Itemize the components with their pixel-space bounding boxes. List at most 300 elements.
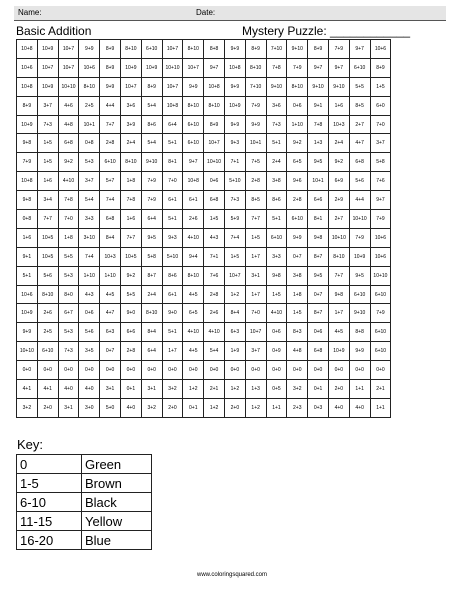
grid-cell[interactable]: 9+8 bbox=[17, 191, 38, 210]
grid-cell[interactable]: 9+10 bbox=[266, 77, 287, 96]
grid-cell[interactable]: 10+10 bbox=[204, 153, 225, 172]
grid-cell[interactable]: 3+7 bbox=[37, 96, 58, 115]
grid-cell[interactable]: 6+10 bbox=[183, 115, 204, 134]
grid-cell[interactable]: 2+0 bbox=[224, 398, 245, 417]
grid-cell[interactable]: 7+4 bbox=[100, 191, 121, 210]
grid-cell[interactable]: 8+10 bbox=[37, 285, 58, 304]
grid-cell[interactable]: 8+5 bbox=[349, 96, 370, 115]
grid-cell[interactable]: 0+0 bbox=[141, 361, 162, 380]
grid-cell[interactable]: 7+7 bbox=[100, 115, 121, 134]
grid-cell[interactable]: 3+1 bbox=[100, 380, 121, 399]
grid-cell[interactable]: 3+1 bbox=[141, 380, 162, 399]
grid-cell[interactable]: 8+10 bbox=[141, 304, 162, 323]
grid-cell[interactable]: 7+9 bbox=[370, 210, 391, 229]
grid-cell[interactable]: 7+10 bbox=[245, 77, 266, 96]
grid-cell[interactable]: 6+5 bbox=[287, 153, 308, 172]
grid-cell[interactable]: 8+7 bbox=[308, 247, 329, 266]
grid-cell[interactable]: 6+4 bbox=[141, 210, 162, 229]
grid-cell[interactable]: 6+8 bbox=[58, 134, 79, 153]
grid-cell[interactable]: 6+0 bbox=[370, 96, 391, 115]
grid-cell[interactable]: 2+8 bbox=[287, 191, 308, 210]
grid-cell[interactable]: 5+1 bbox=[162, 134, 183, 153]
grid-cell[interactable]: 0+3 bbox=[308, 398, 329, 417]
grid-cell[interactable]: 0+0 bbox=[100, 361, 121, 380]
grid-cell[interactable]: 1+6 bbox=[328, 96, 349, 115]
grid-cell[interactable]: 8+9 bbox=[204, 115, 225, 134]
grid-cell[interactable]: 5+3 bbox=[79, 153, 100, 172]
grid-cell[interactable]: 5+5 bbox=[349, 77, 370, 96]
grid-cell[interactable]: 5+9 bbox=[224, 210, 245, 229]
grid-cell[interactable]: 9+7 bbox=[349, 40, 370, 59]
grid-cell[interactable]: 1+3 bbox=[308, 134, 329, 153]
grid-cell[interactable]: 7+5 bbox=[245, 153, 266, 172]
grid-cell[interactable]: 7+7 bbox=[328, 266, 349, 285]
grid-cell[interactable]: 10+8 bbox=[204, 77, 225, 96]
grid-cell[interactable]: 7+0 bbox=[162, 172, 183, 191]
grid-cell[interactable]: 0+0 bbox=[349, 361, 370, 380]
grid-cell[interactable]: 1+5 bbox=[204, 210, 225, 229]
grid-cell[interactable]: 3+10 bbox=[79, 228, 100, 247]
grid-cell[interactable]: 6+1 bbox=[183, 191, 204, 210]
grid-cell[interactable]: 2+5 bbox=[79, 96, 100, 115]
grid-cell[interactable]: 5+5 bbox=[120, 285, 141, 304]
grid-cell[interactable]: 4+6 bbox=[58, 96, 79, 115]
grid-cell[interactable]: 3+2 bbox=[17, 398, 38, 417]
grid-cell[interactable]: 3+0 bbox=[79, 398, 100, 417]
grid-cell[interactable]: 0+0 bbox=[266, 361, 287, 380]
grid-cell[interactable]: 7+0 bbox=[245, 304, 266, 323]
grid-cell[interactable]: 9+5 bbox=[308, 153, 329, 172]
grid-cell[interactable]: 6+9 bbox=[328, 172, 349, 191]
grid-cell[interactable]: 8+1 bbox=[308, 210, 329, 229]
grid-cell[interactable]: 5+4 bbox=[204, 342, 225, 361]
grid-cell[interactable]: 3+6 bbox=[266, 96, 287, 115]
grid-cell[interactable]: 2+4 bbox=[120, 134, 141, 153]
grid-cell[interactable]: 0+8 bbox=[17, 210, 38, 229]
grid-cell[interactable]: 3+7 bbox=[79, 172, 100, 191]
grid-cell[interactable]: 10+6 bbox=[79, 58, 100, 77]
grid-cell[interactable]: 5+1 bbox=[266, 134, 287, 153]
grid-cell[interactable]: 1+7 bbox=[162, 342, 183, 361]
grid-cell[interactable]: 9+10 bbox=[308, 77, 329, 96]
grid-cell[interactable]: 7+8 bbox=[266, 58, 287, 77]
grid-cell[interactable]: 8+10 bbox=[328, 247, 349, 266]
grid-cell[interactable]: 10+9 bbox=[17, 115, 38, 134]
grid-cell[interactable]: 10+8 bbox=[183, 172, 204, 191]
grid-cell[interactable]: 10+10 bbox=[349, 210, 370, 229]
grid-cell[interactable]: 10+9 bbox=[328, 342, 349, 361]
grid-cell[interactable]: 9+7 bbox=[328, 58, 349, 77]
grid-cell[interactable]: 10+5 bbox=[120, 247, 141, 266]
grid-cell[interactable]: 10+10 bbox=[328, 228, 349, 247]
grid-cell[interactable]: 10+9 bbox=[120, 58, 141, 77]
grid-cell[interactable]: 1+2 bbox=[183, 380, 204, 399]
grid-cell[interactable]: 2+1 bbox=[204, 380, 225, 399]
grid-cell[interactable]: 2+9 bbox=[328, 191, 349, 210]
grid-cell[interactable]: 10+7 bbox=[245, 323, 266, 342]
grid-cell[interactable]: 9+9 bbox=[17, 323, 38, 342]
grid-cell[interactable]: 10+9 bbox=[141, 58, 162, 77]
grid-cell[interactable]: 6+10 bbox=[349, 58, 370, 77]
grid-cell[interactable]: 5+6 bbox=[37, 266, 58, 285]
grid-cell[interactable]: 0+0 bbox=[79, 361, 100, 380]
grid-cell[interactable]: 10+8 bbox=[162, 96, 183, 115]
grid-cell[interactable]: 7+4 bbox=[224, 228, 245, 247]
grid-cell[interactable]: 9+7 bbox=[370, 191, 391, 210]
grid-cell[interactable]: 9+6 bbox=[287, 172, 308, 191]
grid-cell[interactable]: 8+10 bbox=[204, 96, 225, 115]
grid-cell[interactable]: 5+4 bbox=[141, 96, 162, 115]
grid-cell[interactable]: 9+8 bbox=[308, 228, 329, 247]
grid-cell[interactable]: 2+8 bbox=[245, 172, 266, 191]
grid-cell[interactable]: 7+9 bbox=[141, 191, 162, 210]
grid-cell[interactable]: 4+0 bbox=[349, 398, 370, 417]
grid-cell[interactable]: 1+5 bbox=[245, 228, 266, 247]
grid-cell[interactable]: 2+7 bbox=[349, 115, 370, 134]
grid-cell[interactable]: 0+6 bbox=[308, 323, 329, 342]
grid-cell[interactable]: 7+1 bbox=[224, 153, 245, 172]
grid-cell[interactable]: 0+7 bbox=[287, 247, 308, 266]
grid-cell[interactable]: 4+10 bbox=[204, 323, 225, 342]
grid-cell[interactable]: 0+1 bbox=[120, 380, 141, 399]
grid-cell[interactable]: 10+6 bbox=[370, 40, 391, 59]
grid-cell[interactable]: 7+3 bbox=[58, 342, 79, 361]
grid-cell[interactable]: 7+1 bbox=[204, 247, 225, 266]
grid-cell[interactable]: 7+3 bbox=[266, 115, 287, 134]
grid-cell[interactable]: 0+8 bbox=[79, 134, 100, 153]
grid-cell[interactable]: 4+0 bbox=[79, 380, 100, 399]
grid-cell[interactable]: 9+9 bbox=[224, 77, 245, 96]
grid-cell[interactable]: 3+1 bbox=[58, 398, 79, 417]
grid-cell[interactable]: 4+3 bbox=[79, 285, 100, 304]
grid-cell[interactable]: 1+10 bbox=[100, 266, 121, 285]
grid-cell[interactable]: 6+1 bbox=[162, 191, 183, 210]
grid-cell[interactable]: 6+8 bbox=[100, 210, 121, 229]
grid-cell[interactable]: 3+7 bbox=[370, 134, 391, 153]
grid-cell[interactable]: 3+5 bbox=[79, 342, 100, 361]
grid-cell[interactable]: 7+9 bbox=[287, 58, 308, 77]
grid-cell[interactable]: 7+3 bbox=[37, 115, 58, 134]
grid-cell[interactable]: 4+0 bbox=[120, 398, 141, 417]
grid-cell[interactable]: 1+5 bbox=[224, 247, 245, 266]
grid-cell[interactable]: 9+5 bbox=[308, 266, 329, 285]
grid-cell[interactable]: 9+0 bbox=[162, 304, 183, 323]
grid-cell[interactable]: 7+9 bbox=[328, 40, 349, 59]
grid-cell[interactable]: 8+9 bbox=[17, 96, 38, 115]
grid-cell[interactable]: 6+10 bbox=[287, 210, 308, 229]
grid-cell[interactable]: 7+3 bbox=[224, 191, 245, 210]
grid-cell[interactable]: 9+1 bbox=[308, 96, 329, 115]
grid-cell[interactable]: 0+6 bbox=[204, 172, 225, 191]
grid-cell[interactable]: 9+9 bbox=[224, 40, 245, 59]
grid-cell[interactable]: 3+2 bbox=[141, 398, 162, 417]
grid-cell[interactable]: 2+0 bbox=[162, 398, 183, 417]
grid-cell[interactable]: 10+7 bbox=[58, 58, 79, 77]
grid-cell[interactable]: 0+0 bbox=[245, 361, 266, 380]
grid-cell[interactable]: 10+9 bbox=[37, 77, 58, 96]
grid-cell[interactable]: 9+10 bbox=[141, 153, 162, 172]
grid-cell[interactable]: 10+3 bbox=[100, 247, 121, 266]
grid-cell[interactable]: 4+7 bbox=[349, 134, 370, 153]
grid-cell[interactable]: 0+0 bbox=[370, 361, 391, 380]
grid-cell[interactable]: 1+2 bbox=[204, 398, 225, 417]
grid-cell[interactable]: 8+4 bbox=[224, 304, 245, 323]
grid-cell[interactable]: 1+5 bbox=[266, 285, 287, 304]
grid-cell[interactable]: 0+9 bbox=[266, 342, 287, 361]
grid-cell[interactable]: 4+5 bbox=[328, 323, 349, 342]
grid-cell[interactable]: 7+10 bbox=[266, 40, 287, 59]
grid-cell[interactable]: 1+8 bbox=[120, 172, 141, 191]
grid-cell[interactable]: 4+3 bbox=[204, 228, 225, 247]
grid-cell[interactable]: 8+7 bbox=[308, 304, 329, 323]
grid-cell[interactable]: 8+10 bbox=[183, 96, 204, 115]
grid-cell[interactable]: 7+6 bbox=[370, 172, 391, 191]
grid-cell[interactable]: 9+7 bbox=[183, 153, 204, 172]
grid-cell[interactable]: 2+4 bbox=[266, 153, 287, 172]
grid-cell[interactable]: 6+1 bbox=[162, 285, 183, 304]
grid-cell[interactable]: 0+7 bbox=[308, 285, 329, 304]
grid-cell[interactable]: 8+10 bbox=[120, 153, 141, 172]
grid-cell[interactable]: 5+6 bbox=[349, 172, 370, 191]
grid-cell[interactable]: 4+10 bbox=[266, 304, 287, 323]
grid-cell[interactable]: 7+7 bbox=[245, 210, 266, 229]
grid-cell[interactable]: 5+5 bbox=[58, 247, 79, 266]
grid-cell[interactable]: 10+5 bbox=[37, 228, 58, 247]
grid-cell[interactable]: 4+10 bbox=[183, 228, 204, 247]
grid-cell[interactable]: 7+8 bbox=[120, 191, 141, 210]
grid-cell[interactable]: 1+8 bbox=[287, 285, 308, 304]
grid-cell[interactable]: 10+9 bbox=[37, 40, 58, 59]
grid-cell[interactable]: 10+8 bbox=[17, 40, 38, 59]
grid-cell[interactable]: 6+10 bbox=[370, 323, 391, 342]
grid-cell[interactable]: 1+1 bbox=[370, 398, 391, 417]
grid-cell[interactable]: 8+10 bbox=[79, 77, 100, 96]
grid-cell[interactable]: 1+10 bbox=[79, 266, 100, 285]
grid-cell[interactable]: 10+6 bbox=[17, 285, 38, 304]
grid-cell[interactable]: 10+7 bbox=[37, 58, 58, 77]
grid-cell[interactable]: 5+8 bbox=[370, 153, 391, 172]
grid-cell[interactable]: 9+5 bbox=[349, 266, 370, 285]
grid-cell[interactable]: 3+8 bbox=[266, 172, 287, 191]
grid-cell[interactable]: 10+8 bbox=[224, 58, 245, 77]
grid-cell[interactable]: 8+5 bbox=[245, 191, 266, 210]
grid-cell[interactable]: 0+0 bbox=[183, 361, 204, 380]
grid-cell[interactable]: 0+6 bbox=[79, 304, 100, 323]
grid-cell[interactable]: 8+6 bbox=[141, 115, 162, 134]
grid-cell[interactable]: 0+0 bbox=[17, 361, 38, 380]
grid-cell[interactable]: 10+3 bbox=[328, 115, 349, 134]
grid-cell[interactable]: 10+1 bbox=[245, 134, 266, 153]
grid-cell[interactable]: 8+1 bbox=[162, 153, 183, 172]
grid-cell[interactable]: 2+5 bbox=[37, 323, 58, 342]
grid-cell[interactable]: 6+8 bbox=[349, 153, 370, 172]
grid-cell[interactable]: 0+0 bbox=[37, 361, 58, 380]
grid-cell[interactable]: 3+2 bbox=[162, 380, 183, 399]
grid-cell[interactable]: 6+7 bbox=[58, 304, 79, 323]
grid-cell[interactable]: 10+6 bbox=[17, 58, 38, 77]
grid-cell[interactable]: 10+7 bbox=[58, 40, 79, 59]
grid-cell[interactable]: 1+1 bbox=[266, 398, 287, 417]
grid-cell[interactable]: 5+3 bbox=[58, 323, 79, 342]
grid-cell[interactable]: 5+1 bbox=[17, 266, 38, 285]
grid-cell[interactable]: 2+8 bbox=[120, 342, 141, 361]
grid-cell[interactable]: 6+10 bbox=[183, 134, 204, 153]
grid-cell[interactable]: 10+6 bbox=[370, 228, 391, 247]
grid-cell[interactable]: 0+5 bbox=[266, 380, 287, 399]
grid-cell[interactable]: 10+10 bbox=[17, 342, 38, 361]
grid-cell[interactable]: 6+10 bbox=[370, 285, 391, 304]
grid-cell[interactable]: 0+0 bbox=[120, 361, 141, 380]
grid-cell[interactable]: 2+1 bbox=[370, 380, 391, 399]
grid-cell[interactable]: 8+6 bbox=[162, 266, 183, 285]
grid-cell[interactable]: 9+4 bbox=[183, 247, 204, 266]
grid-cell[interactable]: 2+8 bbox=[100, 134, 121, 153]
grid-cell[interactable]: 9+9 bbox=[100, 77, 121, 96]
grid-cell[interactable]: 6+8 bbox=[204, 191, 225, 210]
grid-cell[interactable]: 4+4 bbox=[100, 96, 121, 115]
grid-cell[interactable]: 5+1 bbox=[266, 210, 287, 229]
grid-cell[interactable]: 5+1 bbox=[162, 323, 183, 342]
grid-cell[interactable]: 8+8 bbox=[204, 40, 225, 59]
grid-cell[interactable]: 10+8 bbox=[17, 172, 38, 191]
grid-cell[interactable]: 7+7 bbox=[120, 228, 141, 247]
grid-cell[interactable]: 9+8 bbox=[328, 285, 349, 304]
grid-cell[interactable]: 10+5 bbox=[37, 247, 58, 266]
grid-cell[interactable]: 10+7 bbox=[120, 77, 141, 96]
grid-cell[interactable]: 9+8 bbox=[17, 134, 38, 153]
grid-cell[interactable]: 10+10 bbox=[58, 77, 79, 96]
grid-cell[interactable]: 8+6 bbox=[266, 191, 287, 210]
grid-cell[interactable]: 5+3 bbox=[58, 266, 79, 285]
grid-cell[interactable]: 4+10 bbox=[183, 323, 204, 342]
grid-cell[interactable]: 5+7 bbox=[100, 172, 121, 191]
grid-cell[interactable]: 0+0 bbox=[224, 361, 245, 380]
grid-cell[interactable]: 0+0 bbox=[204, 361, 225, 380]
grid-cell[interactable]: 5+4 bbox=[79, 191, 100, 210]
grid-cell[interactable]: 7+8 bbox=[58, 191, 79, 210]
grid-cell[interactable]: 8+9 bbox=[370, 58, 391, 77]
grid-cell[interactable]: 6+3 bbox=[224, 323, 245, 342]
grid-cell[interactable]: 1+9 bbox=[224, 342, 245, 361]
grid-cell[interactable]: 0+0 bbox=[308, 361, 329, 380]
grid-cell[interactable]: 5+10 bbox=[224, 172, 245, 191]
grid-cell[interactable]: 9+10 bbox=[328, 77, 349, 96]
grid-cell[interactable]: 2+0 bbox=[328, 380, 349, 399]
grid-cell[interactable]: 4+0 bbox=[328, 398, 349, 417]
grid-cell[interactable]: 10+1 bbox=[79, 115, 100, 134]
grid-cell[interactable]: 7+6 bbox=[204, 266, 225, 285]
grid-cell[interactable]: 8+4 bbox=[100, 228, 121, 247]
grid-cell[interactable]: 0+6 bbox=[287, 96, 308, 115]
grid-cell[interactable]: 4+10 bbox=[58, 172, 79, 191]
grid-cell[interactable]: 10+7 bbox=[183, 58, 204, 77]
grid-cell[interactable]: 2+3 bbox=[287, 398, 308, 417]
grid-cell[interactable]: 6+5 bbox=[183, 304, 204, 323]
grid-cell[interactable]: 4+5 bbox=[183, 342, 204, 361]
grid-cell[interactable]: 10+6 bbox=[370, 247, 391, 266]
grid-cell[interactable]: 2+4 bbox=[141, 285, 162, 304]
grid-cell[interactable]: 3+3 bbox=[79, 210, 100, 229]
grid-cell[interactable]: 6+4 bbox=[162, 115, 183, 134]
grid-cell[interactable]: 1+6 bbox=[17, 228, 38, 247]
grid-cell[interactable]: 4+5 bbox=[183, 285, 204, 304]
grid-cell[interactable]: 9+9 bbox=[349, 342, 370, 361]
grid-cell[interactable]: 0+0 bbox=[162, 361, 183, 380]
grid-cell[interactable]: 6+3 bbox=[100, 323, 121, 342]
grid-cell[interactable]: 5+1 bbox=[162, 210, 183, 229]
grid-cell[interactable]: 6+10 bbox=[349, 285, 370, 304]
grid-cell[interactable]: 1+2 bbox=[245, 398, 266, 417]
grid-cell[interactable]: 6+8 bbox=[308, 342, 329, 361]
grid-cell[interactable]: 9+5 bbox=[141, 228, 162, 247]
grid-cell[interactable]: 7+7 bbox=[37, 210, 58, 229]
grid-cell[interactable]: 7+9 bbox=[349, 228, 370, 247]
grid-cell[interactable]: 4+0 bbox=[58, 380, 79, 399]
grid-cell[interactable]: 2+6 bbox=[204, 304, 225, 323]
grid-cell[interactable]: 8+10 bbox=[245, 58, 266, 77]
grid-cell[interactable]: 1+5 bbox=[37, 153, 58, 172]
grid-cell[interactable]: 7+9 bbox=[17, 153, 38, 172]
grid-cell[interactable]: 8+0 bbox=[58, 285, 79, 304]
grid-cell[interactable]: 8+7 bbox=[141, 266, 162, 285]
grid-cell[interactable]: 0+0 bbox=[328, 361, 349, 380]
grid-cell[interactable]: 9+10 bbox=[349, 304, 370, 323]
grid-cell[interactable]: 9+1 bbox=[17, 247, 38, 266]
grid-cell[interactable]: 4+8 bbox=[287, 342, 308, 361]
grid-cell[interactable]: 7+4 bbox=[79, 247, 100, 266]
grid-cell[interactable]: 9+3 bbox=[162, 228, 183, 247]
grid-cell[interactable]: 4+7 bbox=[100, 304, 121, 323]
grid-cell[interactable]: 8+10 bbox=[120, 40, 141, 59]
grid-cell[interactable]: 5+6 bbox=[79, 323, 100, 342]
grid-cell[interactable]: 8+10 bbox=[183, 40, 204, 59]
grid-cell[interactable]: 3+2 bbox=[287, 380, 308, 399]
grid-cell[interactable]: 1+5 bbox=[37, 134, 58, 153]
grid-cell[interactable]: 10+9 bbox=[224, 96, 245, 115]
grid-cell[interactable]: 10+9 bbox=[17, 304, 38, 323]
grid-cell[interactable]: 9+10 bbox=[287, 40, 308, 59]
grid-cell[interactable]: 7+0 bbox=[370, 115, 391, 134]
grid-cell[interactable]: 9+2 bbox=[287, 134, 308, 153]
grid-cell[interactable]: 1+8 bbox=[58, 228, 79, 247]
grid-cell[interactable]: 0+0 bbox=[58, 361, 79, 380]
grid-cell[interactable]: 4+1 bbox=[17, 380, 38, 399]
grid-cell[interactable]: 10+1 bbox=[308, 172, 329, 191]
grid-cell[interactable]: 9+9 bbox=[79, 40, 100, 59]
grid-cell[interactable]: 5+10 bbox=[162, 247, 183, 266]
grid-cell[interactable]: 9+9 bbox=[224, 115, 245, 134]
grid-cell[interactable]: 6+10 bbox=[370, 342, 391, 361]
grid-cell[interactable]: 4+8 bbox=[58, 115, 79, 134]
grid-cell[interactable]: 2+6 bbox=[183, 210, 204, 229]
grid-cell[interactable]: 1+6 bbox=[37, 172, 58, 191]
grid-cell[interactable]: 7+0 bbox=[58, 210, 79, 229]
grid-cell[interactable]: 3+9 bbox=[120, 115, 141, 134]
grid-cell[interactable]: 6+10 bbox=[37, 342, 58, 361]
grid-cell[interactable]: 1+2 bbox=[224, 380, 245, 399]
grid-cell[interactable]: 3+8 bbox=[287, 266, 308, 285]
grid-cell[interactable]: 2+7 bbox=[328, 210, 349, 229]
grid-cell[interactable]: 3+7 bbox=[245, 342, 266, 361]
grid-cell[interactable]: 9+9 bbox=[287, 228, 308, 247]
grid-cell[interactable]: 5+4 bbox=[141, 134, 162, 153]
grid-cell[interactable]: 8+3 bbox=[287, 323, 308, 342]
grid-cell[interactable]: 1+7 bbox=[245, 285, 266, 304]
grid-cell[interactable]: 9+0 bbox=[120, 304, 141, 323]
grid-cell[interactable]: 7+8 bbox=[308, 115, 329, 134]
grid-cell[interactable]: 7+9 bbox=[141, 172, 162, 191]
grid-cell[interactable]: 9+2 bbox=[120, 266, 141, 285]
